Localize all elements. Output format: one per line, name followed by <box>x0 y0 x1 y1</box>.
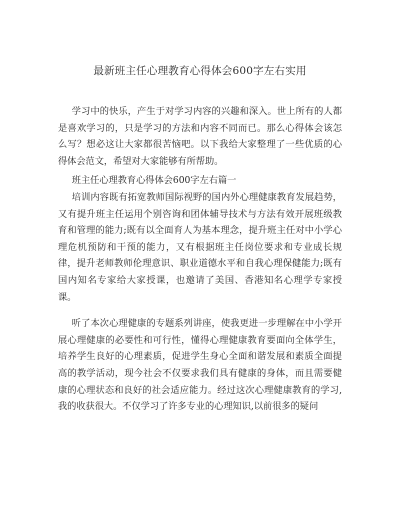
section-heading: 班主任心理教育心得体会600字左右篇一 <box>71 175 237 187</box>
document-title: 最新班主任心理教育心得体会600字左右实用 <box>93 65 307 77</box>
body-paragraph-2: 听了本次心理健康的专题系列讲座，使我更进一步理解在中小学开展心理健康的必要性和可行性，懂得心理健康教育要面向全体学生，培养学生良好的心理素质，促进学生身心全面和谐发展和素质全面提高的教学活动，现今社会不仅要求我们具有健康的身体，而且需要健康的心理状态和良好的社会适应能力。经过这次心理健康教育的学习,我的收获很大。不仅学习了许多专业的心理知识,以前很多的疑问 <box>58 318 342 413</box>
intro-paragraph: 学习中的快乐，产生于对学习内容的兴趣和深入。世上所有的人都是喜欢学习的，只是学习的方法和内容不同而已。那么心得体会该怎么写？想必这让大家都很苦恼吧。以下我给大家整理了一些优质的心得体会范文，希望对大家能够有所帮助。 <box>58 106 342 167</box>
body-paragraph-1: 培训内容既有拓宽教师国际视野的国内外心理健康教育发展趋势，又有提升班主任运用个别咨询和团体辅导技术与方法有效开展班级教育和管理的能力;既有以全面育人为基本理念，提升班主任对中小学心理危机预防和干预的能力，又有根据班主任岗位要求和专业成长规律，提升老师教师伦理意识、职业道德水平和自我心理保健能力;既有国内知名专家给大家授课，也邀请了美国、香港知名心理学专家授课。 <box>58 191 342 303</box>
